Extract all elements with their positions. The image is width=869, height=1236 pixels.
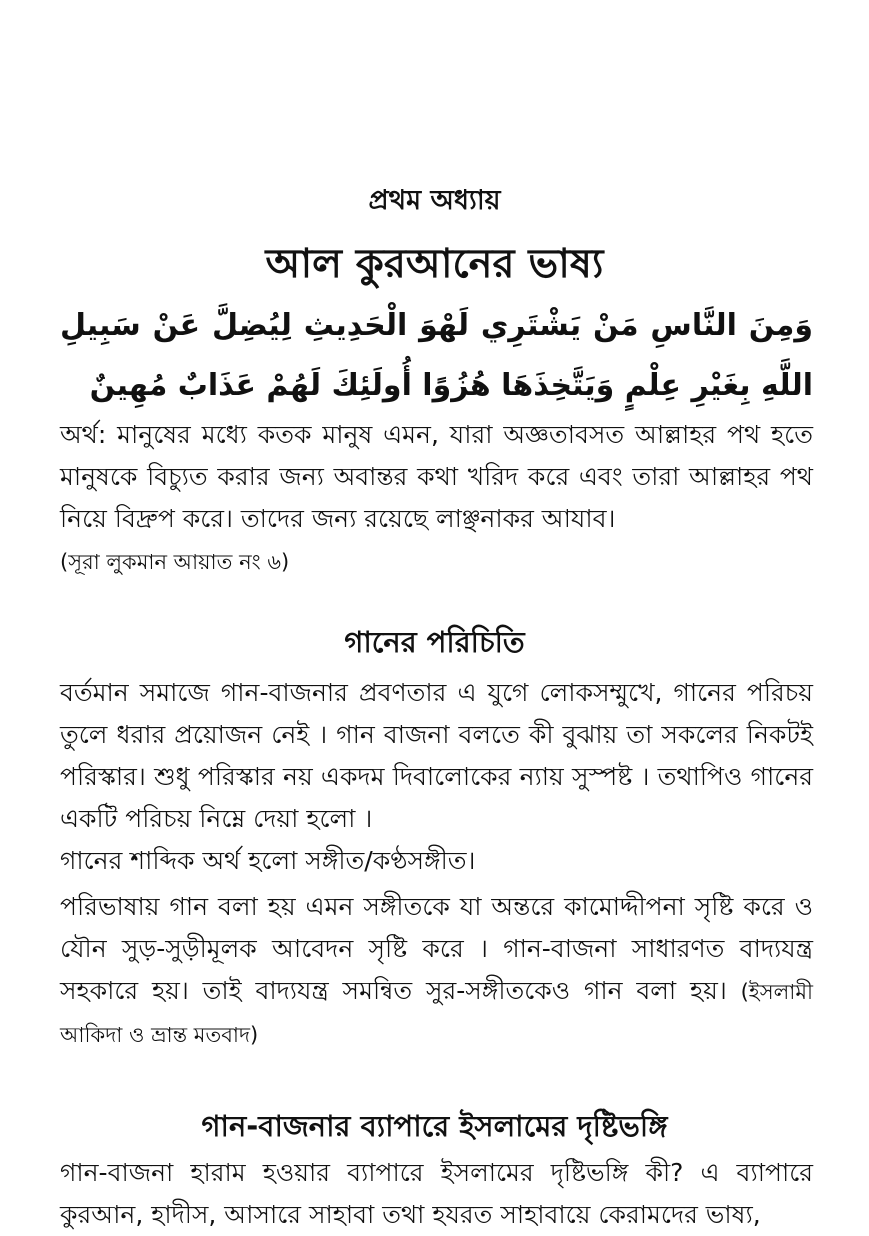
arabic-verse: وَمِنَ النَّاسِ مَنْ يَشْتَرِي لَهْوَ الْحَدِيثِ لِيُضِلَّ عَنْ سَبِيلِ اللَّهِ بِغَيْرِ عِلْمٍ وَيَتَّخِذَهَا هُزُوًا أُولَئِكَ لَهُمْ عَذَابٌ مُهِينٌ: [60, 308, 813, 403]
chapter-label: প্রথম অধ্যায়: [368, 185, 501, 216]
verse-reference: (সূরা লুকমান আয়াত নং ৬): [60, 550, 290, 574]
terminology-paragraph-block: [60, 886, 813, 1056]
islamic-view-paragraph: গান-বাজনা হারাম হওয়ার ব্যাপারে ইসলামের দৃষ্টিভঙ্গি কী? এ ব্যাপারে কুরআন, হাদীস, আসারে সাহাবা তথা হযরত সাহাবায়ে কেরামদের ভাষ্য,: [60, 1158, 813, 1229]
terminology-paragraph: পরিভাষায় গান বলা হয় এমন সঙ্গীতকে যা অন্তরে কামোদ্দীপনা সৃষ্টি করে ও যৌন সুড়-সুড়ীমূলক আবেদন সৃষ্টি করে । গান-বাজনা সাধারণত বাদ্যযন্ত্র সহকারে হয়। তাই বাদ্যযন্ত্র সমন্বিত সুর-সঙ্গীতকেও গান বলা হয়।: [60, 892, 813, 1005]
terminology-reference: (ইসলামী আকিদা ও ভ্রান্ত মতবাদ): [60, 980, 813, 1047]
literal-meaning-paragraph: গানের শাব্দিক অর্থ হলো সঙ্গীত/কণ্ঠসঙ্গীত।: [60, 846, 476, 875]
introduction-paragraph: বর্তমান সমাজে গান-বাজনার প্রবণতার এ যুগে লোকসম্মুখে, গানের পরিচয় তুলে ধরার প্রয়োজন নেই । গান বাজনা বলতে কী বুঝায় তা সকলের নিকটই পরিস্কার। শুধু পরিস্কার নয় একদম দিবালোকের ন্যায় সুস্পষ্ট । তথাপিও গানের একটি পরিচয় নিম্নে দেয়া হলো ।: [60, 678, 813, 833]
section-heading-introduction: গানের পরিচিতি: [344, 625, 525, 659]
verse-meaning-block: [60, 414, 813, 583]
chapter-title: আল কুরআনের ভাষ্য: [265, 241, 604, 287]
section-heading-islamic-view: গান-বাজনার ব্যাপারে ইসলামের দৃষ্টিভঙ্গি: [201, 1109, 668, 1143]
verse-meaning: অর্থ: মানুষের মধ্যে কতক মানুষ এমন, যারা অজ্ঞতাবসত আল্লাহর পথ হতে মানুষকে বিচ্যুত করার জন্য অবান্তর কথা খরিদ করে এবং তারা আল্লাহর পথ নিয়ে বিদ্রুপ করে। তাদের জন্য রয়েছে লাঞ্ছনাকর আযাব।: [60, 420, 813, 533]
